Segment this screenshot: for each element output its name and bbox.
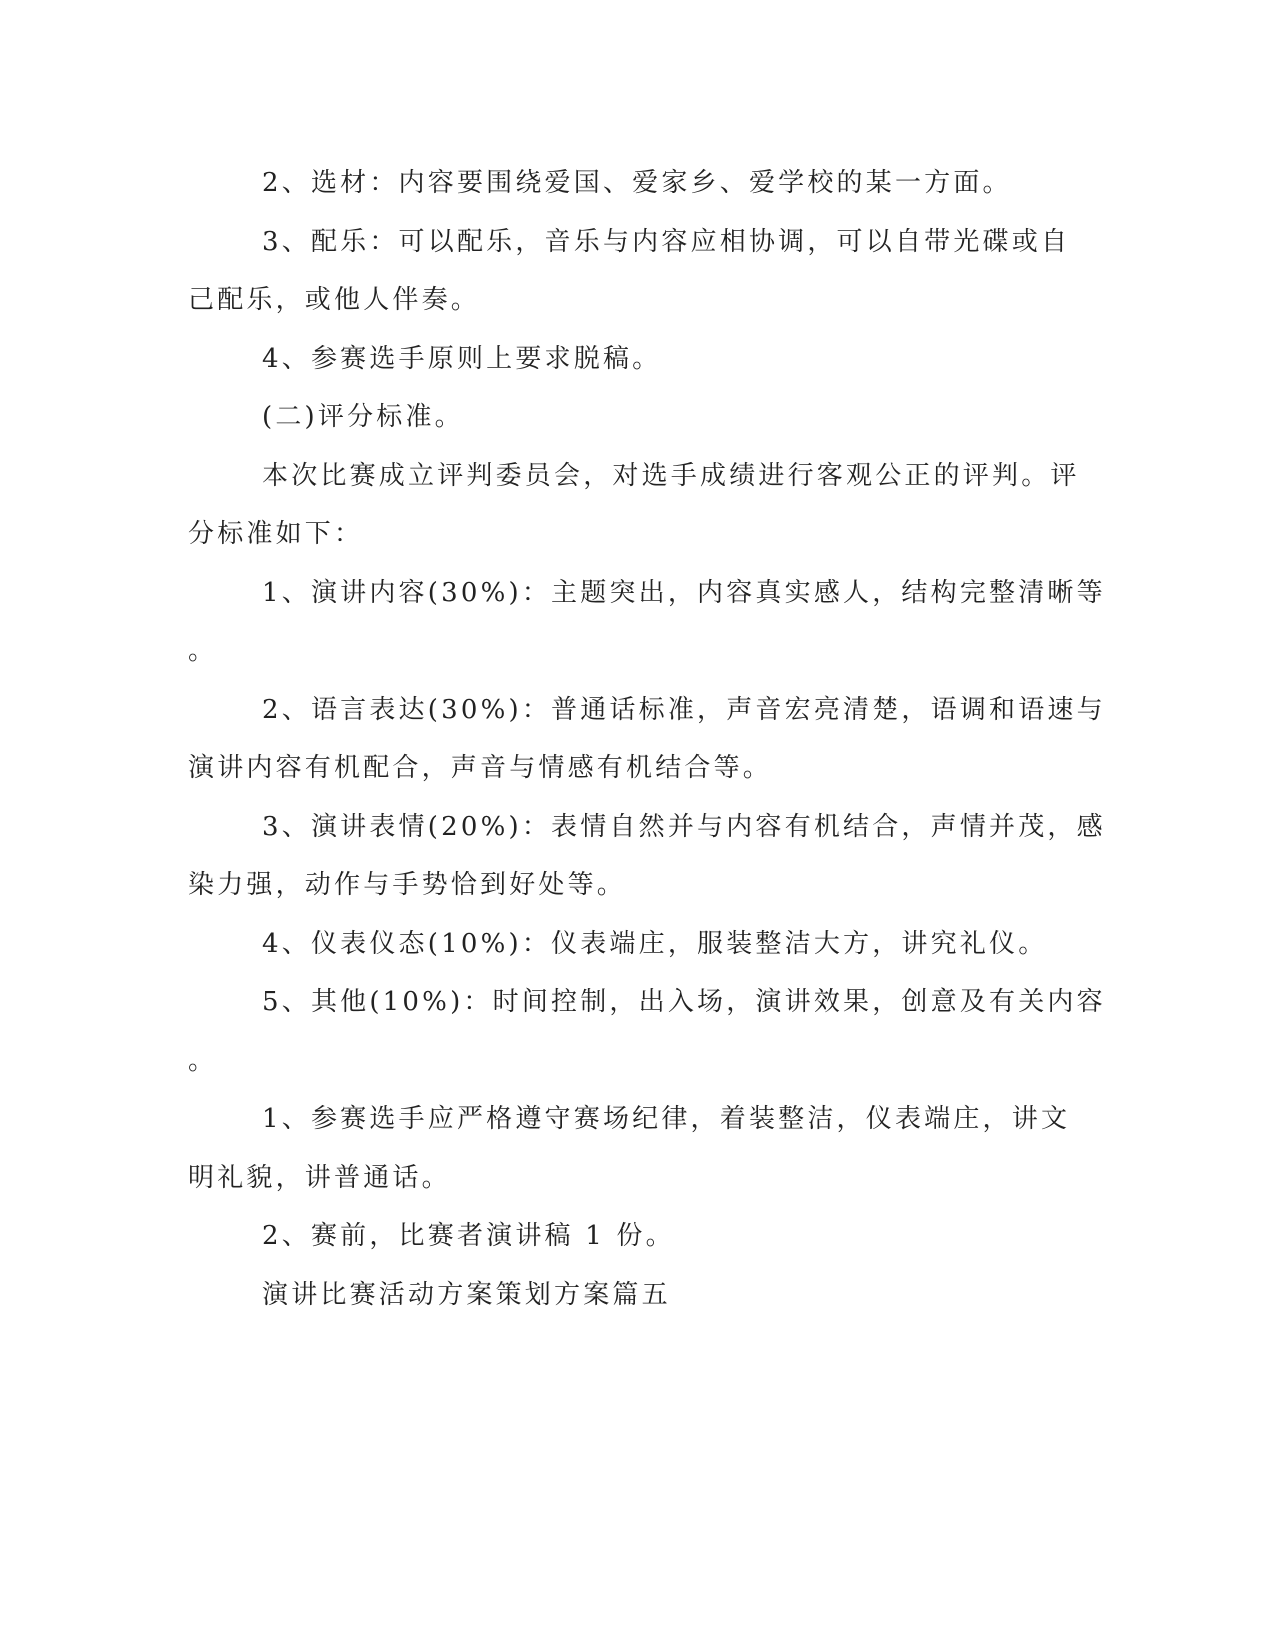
- text-line-speech-copy: 2、赛前，比赛者演讲稿 1 份。: [262, 1221, 675, 1251]
- text-line-discipline: 1、参赛选手应严格遵守赛场纪律，着装整洁，仪表端庄，讲文: [262, 1104, 1071, 1134]
- text-line-appearance-score: 4、仪表仪态(10%)：仪表端庄，服装整洁大方，讲究礼仪。: [262, 929, 1048, 959]
- text-line-language-score-cont: 演讲内容有机配合，声音与情感有机结合等。: [188, 753, 773, 783]
- section-heading-plan-five: 演讲比赛活动方案策划方案篇五: [262, 1280, 671, 1310]
- text-line-music-cont: 己配乐，或他人伴奏。: [188, 285, 481, 315]
- text-line-selection: 2、选材：内容要围绕爱国、爱家乡、爱学校的某一方面。: [262, 168, 1012, 198]
- text-line-committee-cont: 分标准如下：: [188, 519, 364, 549]
- text-line-other-score-cont: 。: [188, 1046, 218, 1076]
- text-line-no-script: 4、参赛选手原则上要求脱稿。: [262, 344, 662, 374]
- text-line-expression-score: 3、演讲表情(20%)：表情自然并与内容有机结合，声情并茂，感: [262, 812, 1106, 842]
- section-heading-scoring: (二)评分标准。: [262, 402, 464, 432]
- text-line-language-score: 2、语言表达(30%)：普通话标准，声音宏亮清楚，语调和语速与: [262, 695, 1106, 725]
- text-line-content-score: 1、演讲内容(30%)：主题突出，内容真实感人，结构完整清晰等: [262, 578, 1106, 608]
- text-line-committee: 本次比赛成立评判委员会，对选手成绩进行客观公正的评判。评: [262, 461, 1080, 491]
- text-line-content-score-cont: 。: [188, 636, 218, 666]
- text-line-music: 3、配乐：可以配乐，音乐与内容应相协调，可以自带光碟或自: [262, 227, 1071, 257]
- text-line-expression-score-cont: 染力强，动作与手势恰到好处等。: [188, 870, 627, 900]
- text-line-other-score: 5、其他(10%)：时间控制，出入场，演讲效果，创意及有关内容: [262, 987, 1106, 1017]
- text-line-discipline-cont: 明礼貌，讲普通话。: [188, 1163, 451, 1193]
